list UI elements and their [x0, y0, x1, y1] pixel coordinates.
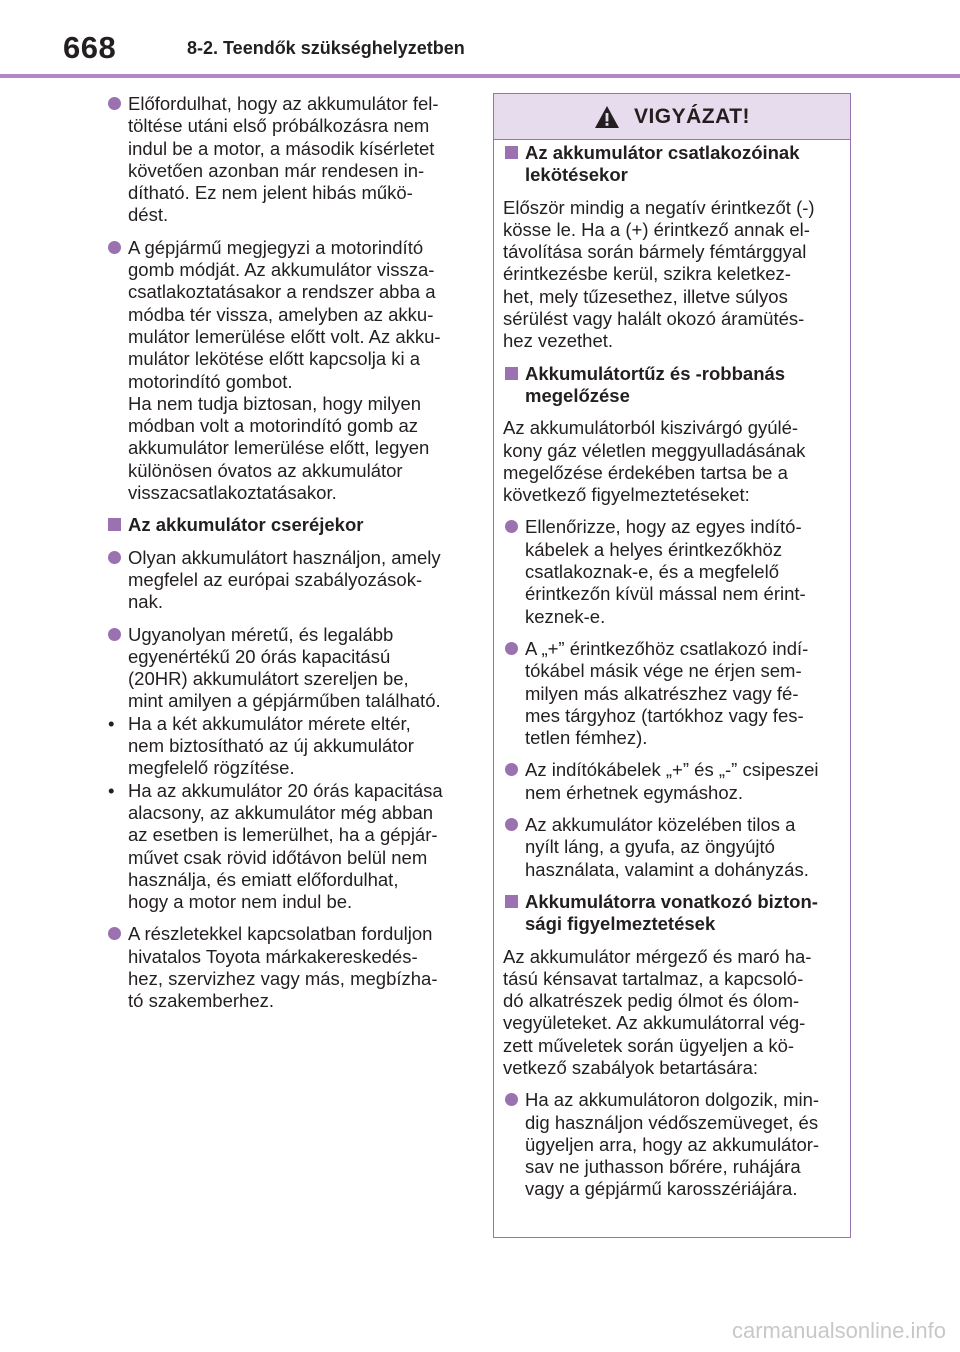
- chapter-title: 8-2. Teendők szükséghelyzetben: [187, 38, 465, 58]
- text-line: alacsony, az akkumulátor még abban: [128, 801, 434, 823]
- text-line: mulátor lekötése előtt kapcsolja ki a: [128, 348, 421, 370]
- bullet-paragraph: [106, 547, 474, 614]
- text-line: Akkumulátortűz és -robbanás: [525, 362, 786, 384]
- text-line: Ugyanolyan méretű, és legalább: [128, 623, 394, 645]
- text-line: dítható. Ez nem jelent hibás műkö-: [128, 182, 413, 204]
- text-line: sérülést vagy halált okozó áramütés-: [503, 308, 805, 330]
- bullet-text: [128, 923, 474, 1012]
- bullet-text: [525, 759, 843, 804]
- text-line: motorindító gombot.: [128, 370, 293, 392]
- bullet-dot-icon: [505, 763, 518, 776]
- bullet-dot-icon: [505, 520, 518, 533]
- text-line: nyílt láng, a gyufa, az öngyújtó: [525, 836, 775, 858]
- text-line: megelőzése: [525, 384, 630, 406]
- text-line: lekötésekor: [525, 164, 628, 186]
- bullet-paragraph: [106, 624, 474, 713]
- bullet-paragraph: [106, 923, 474, 1012]
- section-heading-text: [525, 363, 843, 408]
- bullet-text: [525, 638, 843, 749]
- section-heading-text: [525, 891, 843, 936]
- section-heading-text: [525, 142, 843, 187]
- text-line: zett műveletek során ügyeljen a kö-: [503, 1034, 795, 1056]
- bullet-text: [128, 624, 474, 713]
- left-column: [106, 93, 474, 1023]
- bullet-dot-icon: [108, 241, 121, 254]
- warning-header: [494, 94, 850, 140]
- sub-bullet-mark: •: [108, 779, 115, 801]
- text-line: csatlakoztatásakor a rendszer abba a: [128, 281, 436, 303]
- text-line: módba tér vissza, amelyben az akku-: [128, 303, 434, 325]
- text-line: sav ne juthasson bőrére, ruhájára: [525, 1156, 801, 1178]
- text-line: megfelelő rögzítése.: [128, 757, 295, 779]
- text-line: nem biztosítható az új akkumulátor: [128, 735, 414, 757]
- text-line: sági figyelmeztetések: [525, 913, 716, 935]
- text-line: Az akkumulátor közelében tilos a: [525, 814, 796, 836]
- bullet-dot-icon: [108, 551, 121, 564]
- bullet-paragraph: [503, 759, 843, 804]
- text-line: távolítása során bármely fémtárggyal: [503, 241, 807, 263]
- header-rule: [0, 74, 960, 78]
- text-line: mint amilyen a gépjárműben található.: [128, 690, 441, 712]
- text-line: het, mely tűzesethez, illetve súlyos: [503, 285, 788, 307]
- text-line: használata, valamint a dohányzás.: [525, 858, 809, 880]
- text-line: kábelek a helyes érintkezőkhöz: [525, 538, 783, 560]
- text-line: tó szakemberhez.: [128, 990, 275, 1012]
- text-line: Az akkumulátor csatlakozóinak: [525, 142, 800, 163]
- bullet-paragraph: [503, 638, 843, 749]
- bullet-paragraph: [106, 93, 474, 227]
- section-heading: [106, 514, 474, 536]
- text-line: következő figyelmeztetéseket:: [503, 484, 750, 506]
- text-line: csatlakoznak-e, és a megfelelő: [525, 561, 779, 583]
- text-line: dést.: [128, 204, 169, 226]
- square-bullet-icon: [505, 146, 518, 159]
- text-line: mes tárgyhoz (tartókhoz vagy fes-: [525, 704, 804, 726]
- text-line: Előfordulhat, hogy az akkumulátor fel-: [128, 93, 439, 114]
- text-line: követően azonban már rendesen in-: [128, 159, 425, 181]
- text-line: Ha az akkumulátoron dolgozik, min-: [525, 1089, 820, 1111]
- warning-paragraph: [503, 946, 843, 1080]
- bullet-paragraph: [106, 237, 474, 505]
- text-line: az esetben is lemerülhet, ha a gépjár-: [128, 824, 438, 846]
- warning-box: [493, 93, 851, 1238]
- warning-paragraph: [503, 197, 843, 353]
- bullet-dot-icon: [505, 818, 518, 831]
- text-line: Ha nem tudja biztosan, hogy milyen: [128, 392, 422, 414]
- text-line: tetlen fémhez).: [525, 727, 648, 749]
- bullet-text: [128, 93, 474, 227]
- bullet-dot-icon: [505, 642, 518, 655]
- sub-bullet: [106, 780, 474, 914]
- text-line: kony gáz véletlen meggyulladásának: [503, 439, 806, 461]
- text-line: A gépjármű megjegyzi a motorindító: [128, 236, 424, 258]
- text-line: különösen óvatos az akkumulátor: [128, 459, 403, 481]
- section-heading-text: Az akkumulátor cseréjekor: [128, 514, 364, 536]
- bullet-dot-icon: [108, 927, 121, 940]
- text-line: A részletekkel kapcsolatban forduljon: [128, 923, 433, 945]
- text-line: Olyan akkumulátort használjon, amely: [128, 546, 441, 568]
- text-line: módban volt a motorindító gomb az: [128, 415, 418, 437]
- text-line: megelőzése érdekében tartsa be a: [503, 461, 788, 483]
- bullet-paragraph: [503, 814, 843, 881]
- text-line: vagy a gépjármű karosszériájára.: [525, 1178, 798, 1200]
- text-line: használja, és emiatt előfordulhat,: [128, 868, 399, 890]
- sub-bullet-text: [128, 713, 474, 780]
- text-line: (20HR) akkumulátort szereljen be,: [128, 668, 409, 690]
- text-line: A „+” érintkezőhöz csatlakozó indí-: [525, 637, 809, 659]
- sub-bullet-text: [128, 780, 474, 914]
- text-line: egyenértékű 20 órás kapacitású: [128, 645, 391, 667]
- sub-bullet: [106, 713, 474, 780]
- bullet-text: [128, 237, 474, 505]
- text-line: nem érhetnek egymáshoz.: [525, 781, 744, 803]
- section-heading: [503, 891, 843, 936]
- text-line: visszacsatlakoztatásakor.: [128, 482, 337, 504]
- bullet-text: [525, 1089, 843, 1200]
- text-line: milyen más alkatrészhez vagy fé-: [525, 682, 799, 704]
- warning-triangle-icon: [594, 105, 620, 129]
- bullet-paragraph: [503, 516, 843, 627]
- text-line: megfelel az európai szabályozások-: [128, 568, 423, 590]
- text-line: Ha az akkumulátor 20 órás kapacitása: [128, 779, 443, 801]
- text-line: hogy a motor nem indul be.: [128, 891, 353, 913]
- text-line: tású kénsavat tartalmaz, a kapcsoló-: [503, 967, 804, 989]
- sub-bullet-mark: •: [108, 712, 115, 734]
- text-line: hez, szervizhez vagy más, megbízha-: [128, 967, 438, 989]
- bullet-dot-icon: [108, 628, 121, 641]
- text-line: tókábel másik vége ne érjen sem-: [525, 660, 802, 682]
- warning-title: VIGYÁZAT!: [633, 104, 751, 128]
- text-line: Ha a két akkumulátor mérete eltér,: [128, 712, 411, 734]
- text-line: indul be a motor, a második kísérletet: [128, 137, 435, 159]
- text-line: akkumulátor lemerülése előtt, legyen: [128, 437, 430, 459]
- warning-body: [503, 142, 843, 1211]
- text-line: gomb módját. Az akkumulátor vissza-: [128, 259, 435, 281]
- bullet-text: [525, 814, 843, 881]
- text-line: mulátor lemerülése előtt volt. Az akku-: [128, 325, 441, 347]
- watermark: carmanualsonline.info: [731, 1318, 946, 1343]
- square-bullet-icon: [505, 895, 518, 908]
- text-line: érintkezésbe kerül, szikra keletkez-: [503, 263, 791, 285]
- warning-paragraph: [503, 417, 843, 506]
- bullet-dot-icon: [108, 97, 121, 110]
- text-line: töltése utáni első próbálkozásra nem: [128, 115, 430, 137]
- text-line: Akkumulátorra vonatkozó bizton-: [525, 890, 818, 912]
- bullet-text: [525, 516, 843, 627]
- text-line: vetkező szabályok betartására:: [503, 1056, 759, 1078]
- square-bullet-icon: [505, 367, 518, 380]
- bullet-paragraph: [503, 1089, 843, 1200]
- section-heading: [503, 363, 843, 408]
- square-bullet-icon: [108, 518, 121, 531]
- text-line: kösse le. Ha a (+) érintkező annak el-: [503, 218, 810, 240]
- text-line: dó alkatrészek pedig ólmot és ólom-: [503, 990, 800, 1012]
- text-line: Az indítókábelek „+” és „-” csipeszei: [525, 759, 819, 781]
- text-line: hivatalos Toyota márkakereskedés-: [128, 945, 418, 967]
- bullet-text: [128, 547, 474, 614]
- section-heading: [503, 142, 843, 187]
- text-line: érintkezőn kívül mással nem érint-: [525, 583, 806, 605]
- text-line: Ellenőrizze, hogy az egyes indító-: [525, 516, 802, 538]
- text-line: nak.: [128, 591, 163, 613]
- text-line: ügyeljen arra, hogy az akkumulátor-: [525, 1133, 820, 1155]
- bullet-dot-icon: [505, 1093, 518, 1106]
- text-line: Először mindig a negatív érintkezőt (-): [503, 196, 815, 218]
- text-line: dig használjon védőszemüveget, és: [525, 1111, 819, 1133]
- text-line: vegyületeket. Az akkumulátorral vég-: [503, 1012, 806, 1034]
- text-line: Az akkumulátor mérgező és maró ha-: [503, 945, 812, 967]
- text-line: Az akkumulátorból kiszivárgó gyúlé-: [503, 417, 799, 439]
- page-number: 668: [63, 30, 117, 65]
- text-line: keznek-e.: [525, 605, 606, 627]
- text-line: művet csak rövid időtávon belül nem: [128, 846, 428, 868]
- text-line: hez vezethet.: [503, 330, 614, 352]
